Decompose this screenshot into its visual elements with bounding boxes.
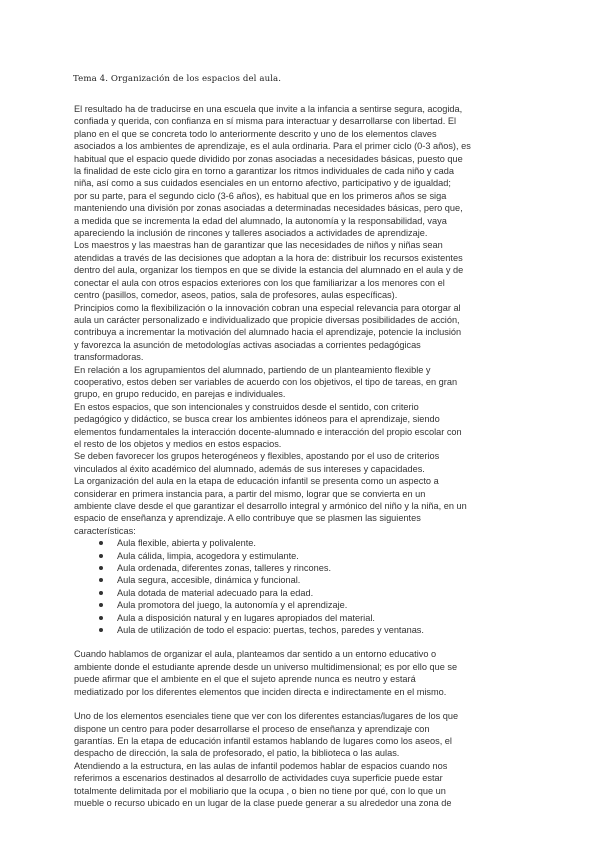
list-item: Aula promotora del juego, la autonomía y el aprendizaje.	[105, 599, 530, 611]
text-line: mueble o recurso ubicado en un lugar de la clase puede generar a su alrededor una zona de	[74, 797, 452, 808]
text-line: Cuando hablamos de organizar el aula, planteamos dar sentido a un entorno educativo o	[74, 649, 437, 660]
text-line: Los maestros y las maestras han de garantizar que las necesidades de niños y niñas sean	[74, 240, 443, 251]
text-line: elementos fundamentales la interacción docente-alumnado e interacción del propio escolar con	[74, 426, 462, 437]
text-line: contribuya a incrementar la motivación del alumnado hacia el aprendizaje, potencie la inclusión	[74, 327, 462, 338]
paragraph-gap	[74, 698, 530, 710]
body-paragraph	[74, 450, 530, 475]
text-line: pedagógico y didáctico, se busca crear los ambientes idóneos para el aprendizaje, siendo	[74, 414, 440, 425]
text-line: ambiente donde el estudiante aprende desde un universo multidimensional; es por ello que se	[74, 661, 458, 672]
list-item: Aula a disposición natural y en lugares apropiados del material.	[105, 612, 530, 624]
list-item: Aula flexible, abierta y polivalente.	[105, 537, 530, 549]
list-item: Aula segura, accesible, dinámica y funcional.	[105, 574, 530, 586]
list-item: Aula de utilización de todo el espacio: puertas, techos, paredes y ventanas.	[105, 624, 530, 636]
list-item: Aula dotada de material adecuado para la edad.	[105, 587, 530, 599]
body-paragraph	[74, 302, 530, 364]
text-line: Se deben favorecer los grupos heterogéneos y flexibles, apostando por el uso de criterios	[74, 451, 440, 462]
text-line: manteniendo una división por zonas asociadas a determinadas necesidades básicas, pero que,	[74, 203, 463, 214]
text-line: Atendiendo a la estructura, en las aulas de infantil podemos hablar de espacios cuando nos	[74, 760, 448, 771]
text-line: grupo, en grupo reducido, en parejas e individuales.	[74, 389, 286, 400]
text-line: vinculados al éxito académico del alumnado, además de sus intereses y capacidades.	[74, 463, 425, 474]
text-line: mediatizado por los diferentes elementos que inciden directa e indirectamente en el mismo.	[74, 686, 447, 697]
text-line: despacho de dirección, la sala de profesorado, el patio, la biblioteca o las aulas.	[74, 748, 400, 759]
text-line: conectar el aula con otros espacios exteriores con los que familiarizar a los menores con el	[74, 277, 445, 288]
text-line: dispone un centro para poder desarrollarse el proceso de enseñanza y aprendizaje con	[74, 723, 430, 734]
text-line: atendidas a través de las decisiones que adoptan a la hora de: distribuir los recursos existentes	[74, 252, 463, 263]
paragraph-after-list	[74, 648, 530, 698]
body-paragraph	[74, 103, 530, 239]
text-line: garantías. En la etapa de educación infantil estamos hablando de lugares como los aseos, el	[74, 735, 452, 746]
body-paragraph	[74, 364, 530, 401]
text-line: por su parte, para el segundo ciclo (3-6 años), es habitual que en los primeros años se siga	[74, 190, 447, 201]
text-line: la finalidad de este ciclo gira en torno a garantizar los ritmos individuales de cada niño y cada	[74, 166, 454, 177]
text-line: a medida que se incrementa la edad del alumnado, la autonomía y la responsabilidad, vaya	[74, 215, 447, 226]
text-line: La organización del aula en la etapa de educación infantil se presenta como un aspecto a	[74, 476, 439, 487]
text-line: puede afirmar que el ambiente en el que el sujeto aprende nunca es neutro y estará	[74, 674, 416, 685]
text-line: apareciendo la inclusión de rincones y talleres asociados a actividades de aprendizaje.	[74, 228, 428, 239]
text-line: centro (pasillos, comedor, aseos, patios, sala de profesores, aulas específicas).	[74, 290, 398, 301]
text-line: habitual que el espacio quede dividido por zonas asociadas a necesidades básicas, puesto que	[74, 153, 463, 164]
list-item: Aula cálida, limpia, acogedora y estimulante.	[105, 550, 530, 562]
text-line: En relación a los agrupamientos del alumnado, partiendo de un planteamiento flexible y	[74, 364, 431, 375]
text-line: Principios como la flexibilización o la innovación cobran una especial relevancia para otorgar al	[74, 302, 461, 313]
text-line: características:	[74, 525, 136, 536]
text-line: niña, así como a sus cuidados esenciales en un entorno afectivo, participativo y de igualdad;	[74, 178, 451, 189]
text-line: dentro del aula, organizar los tiempos en que se divide la estancia del alumnado en el aula y de	[74, 265, 464, 276]
body-paragraph	[74, 401, 530, 451]
body-paragraph	[74, 239, 530, 301]
text-line: totalmente delimitada por el mobiliario que la ocupa , o bien no tiene por qué, con lo que un	[74, 785, 446, 796]
text-line: el resto de los objetos y medios en estos espacios.	[74, 438, 282, 449]
list-item: Aula ordenada, diferentes zonas, talleres y rincones.	[105, 562, 530, 574]
paragraph-gap	[74, 636, 530, 648]
text-line: considerar en primera instancia para, a partir del mismo, lograr que se convierta en un	[74, 488, 426, 499]
document-body	[74, 103, 530, 809]
final-paragraph	[74, 710, 530, 809]
text-line: El resultado ha de traducirse en una escuela que invite a la infancia a sentirse segura, acogida,	[74, 104, 463, 114]
text-line: aula un carácter personalizado e individualizado que propicie diversas posibilidades de acción,	[74, 314, 460, 325]
text-line: plano en el que se concreta todo lo anteriormente descrito y uno de los elementos claves	[74, 128, 437, 139]
text-line: ambiente clave desde el que garantizar el desarrollo integral y armónico del niño y la niña, en un	[74, 501, 467, 511]
text-line: cooperativo, estos deben ser variables de acuerdo con los objetivos, el tipo de tareas, en gran	[74, 376, 458, 387]
text-line: En estos espacios, que son intencionales y construidos desde el sentido, con criterio	[74, 401, 419, 412]
characteristics-list	[74, 537, 530, 636]
text-line: Uno de los elementos esenciales tiene que ver con los diferentes estancias/lugares de los que	[74, 711, 459, 722]
body-paragraph	[74, 475, 530, 537]
page-title: Tema 4. Organización de los espacios del aula.	[73, 74, 282, 84]
text-line: transformadoras.	[74, 352, 144, 363]
text-line: espacio de enseñanza y aprendizaje. A ello contribuye que se plasmen las siguientes	[74, 513, 421, 524]
paragraphs-before-list	[74, 103, 530, 537]
text-line: y favorezca la asunción de metodologías activas asociadas a corrientes pedagógicas	[74, 339, 421, 350]
text-line: asociados a los ambientes de aprendizaje, es el aula ordinaria. Para el primer ciclo (0-3 años), es	[74, 141, 471, 152]
text-line: referimos a escenarios destinados al desarrollo de actividades cuya superficie puede estar	[74, 773, 443, 784]
text-line: confiada y querida, con confianza en sí misma para interactuar y desarrollarse con libertad. El	[74, 116, 456, 127]
